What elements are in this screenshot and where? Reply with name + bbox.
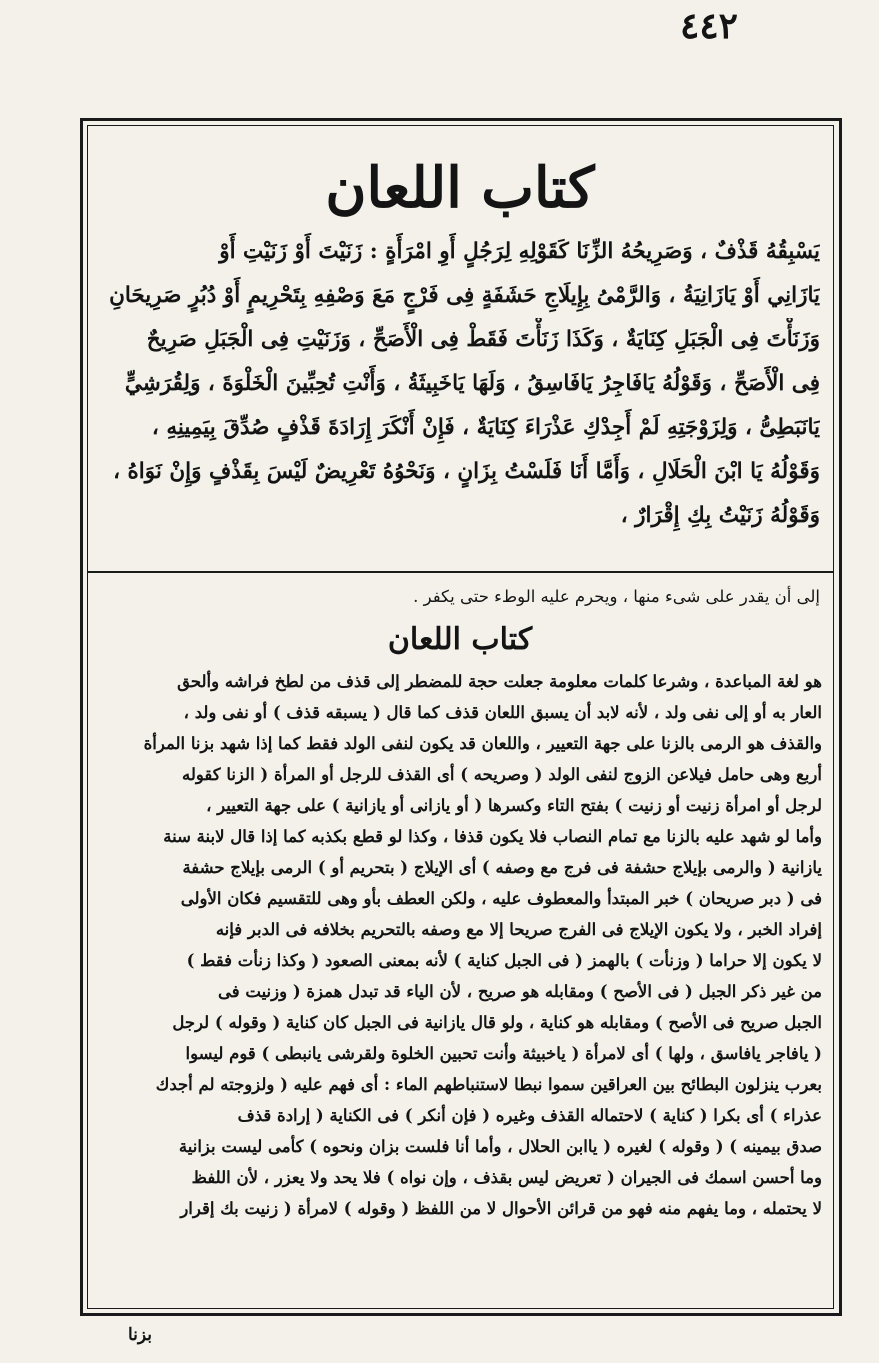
matn-line: يَسْبِقُهُ قَذْفٌ ، وَصَرِيحُهُ الزِّنَا كَقَوْلِهِ لِرَجُلٍ أَوِ امْرَأَةٍ : زَنَيْتَ أَوْ زَنَيْتِ أَوْ [219,239,820,264]
catchword: بزنا [127,1325,153,1345]
sharh-line: والقذف هو الرمى بالزنا على جهة التعيير ، واللعان قد يكون لنفى الولد فقط كما إذا شهد بزنا المرأة [143,734,822,753]
matn-line: يَازَانِي أَوْ يَازَانِيَةُ ، وَالرَّمْىُ بِإِيلَاجِ حَشَفَةٍ فِى فَرْجٍ مَعَ وَصْفِهِ بِتَحْرِيمٍ أَوْ دُبُرٍ صَرِيحَانِ [109,283,820,308]
sharh-line: إفراد الخبر ، ولا يكون الإيلاج فى الفرج صريحا إلا مع وصفه بالتحريم بخلافه فى الدبر فإنه [215,920,822,939]
matn-line: وَقَوْلُهُ يَا ابْنَ الْحَلَالِ ، وَأَمَّا أَنَا فَلَسْتُ بِزَانٍ ، وَنَحْوُهُ تَعْرِيضٌ لَيْسَ بِقَذْفٍ وَإِنْ نَوَاهُ ، [113,459,820,484]
sharh-line: العار به أو إلى نفى ولد ، لأنه لابد أن يسبق اللعان قذف كما قال ( يسبقه قذف ) أو نفى ولد ، [183,703,822,722]
matn-line: وَزَنَأْتَ فِى الْجَبَلِ كِنَايَةٌ ، وَكَذَا زَنَأْتَ فَقَطْ فِى الْأَصَحِّ ، وَزَنَيْتِ فِى الْجَبَلِ صَرِيحٌ [146,327,820,352]
matn-line: وَقَوْلُهُ زَنَيْتُ بِكِ إِقْرَارٌ ، [620,503,820,528]
matn-title: كتاب اللعان [325,155,595,221]
sharh-line: لا يحتمله ، وما يفهم منه فهو من قرائن الأحوال لا من اللفظ ( وقوله ) لامرأة ( زنيت بك إقرار [180,1199,822,1218]
sharh-line: لرجل أو امرأة زنيت أو زنيت ) بفتح التاء وكسرها ( أو يازانى أو يازانية ) على جهة التعيير ، [206,796,822,815]
sharh-line: أربع وهى حامل فيلاعن الزوج لنفى الولد ( وصريحه ) أى القذف للرجل أو المرأة ( الزنا كقوله [181,765,822,784]
matn-line: فِى الْأَصَحِّ ، وَقَوْلُهُ يَافَاجِرُ يَافَاسِقُ ، وَلَهَا يَاخَبِيثَةُ ، وَأَنْتِ تُحِبِّينَ الْخَلْوَةَ ، وَلِقُرَشِيٍّ [124,371,820,396]
sharh-line: عذراء ) أى بكرا ( كناية ) لاحتماله القذف وغيره ( فإن أنكر ) فى الكناية ( إرادة قذف [237,1106,822,1125]
sharh-line: ( يافاجر يافاسق ، ولها ) أى لامرأة ( ياخبيثة وأنت تحبين الخلوة ولقرشى يانبطى ) قوم ليسوا [185,1044,822,1063]
matn-line: يَانَبَطِىُّ ، وَلِزَوْجَتِهِ لَمْ أَجِدْكِ عَذْرَاءَ كِنَايَةٌ ، فَإِنْ أَنْكَرَ إِرَادَةَ قَذْفٍ صُدِّقَ بِيَمِينِهِ ، [151,415,820,440]
commentary-line: إلى أن يقدر على شىء منها ، ويحرم عليه الوطء حتى يكفر . [413,587,820,606]
sharh-line: فى ( دبر صريحان ) خبر المبتدأ والمعطوف عليه ، ولكن العطف بأو وهى للتقسيم فكان الأولى [180,889,822,908]
sharh-title: كتاب اللعان [387,622,533,657]
sharh-line: صدق بيمينه ) ( وقوله ) لغيره ( ياابن الحلال ، وأما أنا فلست بزان ونحوه ) كأمى ليست بزانية [178,1137,822,1156]
sharh-line: وما أحسن اسمك فى الجيران ( تعريض ليس بقذف ، وإن نواه ) فلا يحد ولا يعزر ، لأن اللفظ [191,1168,822,1187]
sharh-line: وأما لو شهد عليه بالزنا مع تمام النصاب فلا يكون قذفا ، وكذا لو قطع بكذبه كما إذا قال لابنة سنة [163,827,822,846]
sharh-line: بعرب ينزلون البطائح بين العراقين سموا نبطا لاستنباطهم الماء : أى فهم عليه ( ولزوجته لم أجدك [155,1075,822,1094]
sharh-line: الجبل صريح فى الأصح ) ومقابله هو كناية ، ولو قال يازانية فى الجبل كان كناية ( وقوله ) لرجل [172,1013,822,1032]
sharh-text [96,666,822,1224]
sharh-line: لا يكون إلا حراما ( وزنأت ) بالهمز ( فى الجبل كناية ) لأنه بمعنى الصعود ( وكذا زنأت فقط ) [186,951,822,970]
sharh-line: يازانية ( والرمى بإيلاج حشفة فى فرج مع وصفه ) أى الإيلاج ( بتحريم أو ) الرمى بإيلاج حشفة [182,858,822,877]
sharh-line: من غير ذكر الجبل ( فى الأصح ) ومقابله هو صريح ، لأن الياء قد تبدل همزة ( وزنيت فى [217,982,822,1001]
page-number: ٤٤٢ [679,5,738,47]
matn-text [98,230,820,538]
sharh-line: هو لغة المباعدة ، وشرعا كلمات معلومة جعلت حجة للمضطر إلى قذف من لطخ فراشه وألحق [177,672,822,691]
section-divider [87,571,834,573]
commentary-opening [98,582,820,612]
